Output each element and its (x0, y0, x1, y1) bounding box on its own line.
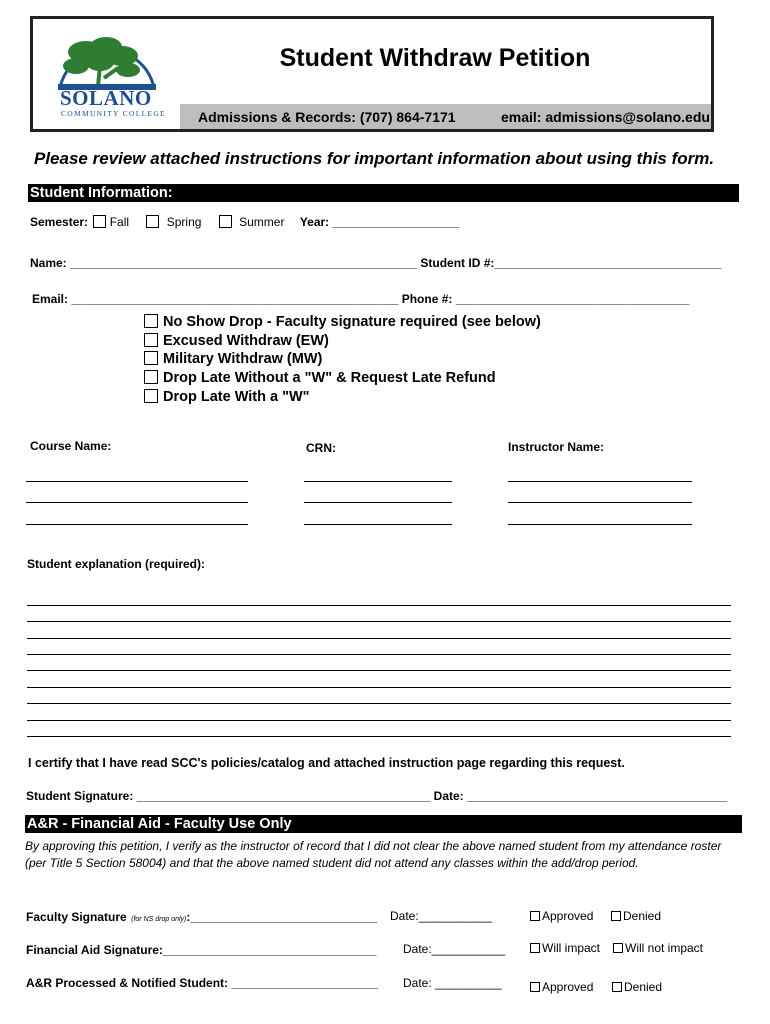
email-text: email: admissions@solano.edu (501, 109, 710, 125)
option-row[interactable] (144, 313, 541, 332)
course-name-line-1[interactable] (26, 481, 248, 482)
option-row[interactable] (144, 332, 541, 351)
faculty-approved-option[interactable] (530, 909, 593, 923)
explanation-line[interactable] (27, 736, 731, 737)
option-checkbox[interactable] (144, 314, 158, 328)
student-info-heading: Student Information: (28, 184, 739, 202)
summer-checkbox[interactable] (219, 215, 232, 228)
option-label: No Show Drop - Faculty signature required (see below) (163, 314, 541, 330)
explanation-line[interactable] (27, 687, 731, 688)
option-row[interactable] (144, 388, 541, 407)
explanation-line[interactable] (27, 621, 731, 622)
denied-label: Denied (624, 980, 663, 994)
course-name-line-3[interactable] (26, 524, 248, 525)
phone-text: Admissions & Records: (707) 864-7171 (198, 109, 456, 125)
option-row[interactable] (144, 369, 541, 388)
fall-checkbox[interactable] (93, 215, 106, 228)
faculty-date-field[interactable]: Date:___________ (390, 909, 493, 923)
faculty-signature-qualifier: (for NS drop only) (131, 916, 187, 923)
faculty-verification-note: By approving this petition, I verify as the instructor of record that I did not clear the above named student from my attendance roster (per Title 5 Section 58004) and that the above named student did not attend any classes within the add/drop period. (25, 839, 722, 870)
faculty-denied-option[interactable] (611, 909, 661, 923)
faculty-signature-line: :____________________________ (186, 910, 378, 924)
spring-checkbox[interactable] (146, 215, 159, 228)
logo-wordmark: SOLANO (60, 86, 152, 110)
crn-label: CRN: (306, 441, 336, 455)
spring-label: Spring (166, 215, 202, 229)
will-impact-option[interactable] (530, 941, 600, 955)
instructions-text: Please review attached instructions for important information about using this form. (34, 149, 715, 168)
explanation-line[interactable] (27, 654, 731, 655)
ar-date-field[interactable]: Date: __________ (403, 976, 502, 990)
explanation-line[interactable] (27, 605, 731, 606)
instructor-line-3[interactable] (508, 524, 692, 525)
option-checkbox[interactable] (144, 370, 158, 384)
ar-denied-option[interactable] (612, 980, 662, 994)
office-use-heading: A&R - Financial Aid - Faculty Use Only (25, 815, 742, 833)
will-not-impact-label: Will not impact (625, 941, 704, 955)
semester-row (30, 215, 459, 229)
will-impact-checkbox[interactable] (530, 943, 540, 953)
option-label: Military Withdraw (MW) (163, 351, 323, 368)
contact-bar (180, 104, 711, 129)
student-signature-field[interactable]: Student Signature: ____________________________________________ Date: _______________________________________ (26, 789, 728, 803)
withdraw-options (144, 313, 541, 407)
instructor-line-2[interactable] (508, 502, 692, 503)
approved-checkbox[interactable] (530, 911, 540, 921)
financial-aid-date-field[interactable]: Date:___________ (403, 942, 506, 956)
crn-line-2[interactable] (304, 502, 452, 503)
denied-label: Denied (623, 909, 662, 923)
approved-label: Approved (542, 909, 594, 923)
denied-checkbox[interactable] (611, 911, 621, 921)
course-name-line-2[interactable] (26, 502, 248, 503)
option-label: Drop Late With a "W" (163, 388, 310, 405)
option-row[interactable] (144, 350, 541, 369)
option-checkbox[interactable] (144, 389, 158, 403)
page-title: Student Withdraw Petition (279, 44, 591, 72)
approved-label: Approved (542, 980, 594, 994)
explanation-line[interactable] (27, 670, 731, 671)
option-label: Drop Late Without a "W" & Request Late Refund (163, 370, 496, 387)
ar-approved-option[interactable] (530, 980, 593, 994)
explanation-label: Student explanation (required): (27, 557, 206, 571)
fall-label: Fall (109, 215, 130, 229)
explanation-line[interactable] (27, 638, 731, 639)
crn-line-1[interactable] (304, 481, 452, 482)
instructor-line-1[interactable] (508, 481, 692, 482)
will-not-impact-option[interactable] (613, 941, 703, 955)
faculty-signature-label: Faculty Signature (26, 910, 127, 924)
will-impact-label: Will impact (542, 941, 601, 955)
option-checkbox[interactable] (144, 333, 158, 347)
name-studentid-field[interactable]: Name: ____________________________________________________ Student ID #:__________________________________ (30, 256, 722, 270)
faculty-signature-field[interactable] (26, 908, 377, 926)
option-checkbox[interactable] (144, 351, 158, 365)
crn-line-3[interactable] (304, 524, 452, 525)
course-name-label: Course Name: (30, 439, 112, 453)
summer-label: Summer (239, 215, 285, 229)
certify-statement: I certify that I have read SCC's policies/catalog and attached instruction page regarding this request. (28, 756, 625, 770)
ar-processed-field[interactable]: A&R Processed & Notified Student: ______________________ (26, 976, 379, 990)
approved-checkbox[interactable] (530, 982, 540, 992)
explanation-line[interactable] (27, 720, 731, 721)
instructor-name-label: Instructor Name: (508, 440, 605, 454)
semester-label: Semester: (30, 215, 89, 229)
will-not-impact-checkbox[interactable] (613, 943, 623, 953)
denied-checkbox[interactable] (612, 982, 622, 992)
logo-subtitle: COMMUNITY COLLEGE (61, 109, 166, 118)
email-phone-field[interactable]: Email: _________________________________________________ Phone #: ___________________________________ (32, 292, 690, 306)
option-label: Excused Withdraw (EW) (163, 332, 329, 349)
financial-aid-signature-field[interactable]: Financial Aid Signature:________________________________ (26, 943, 377, 957)
year-field[interactable]: Year: ___________________ (299, 215, 460, 229)
explanation-line[interactable] (27, 703, 731, 704)
